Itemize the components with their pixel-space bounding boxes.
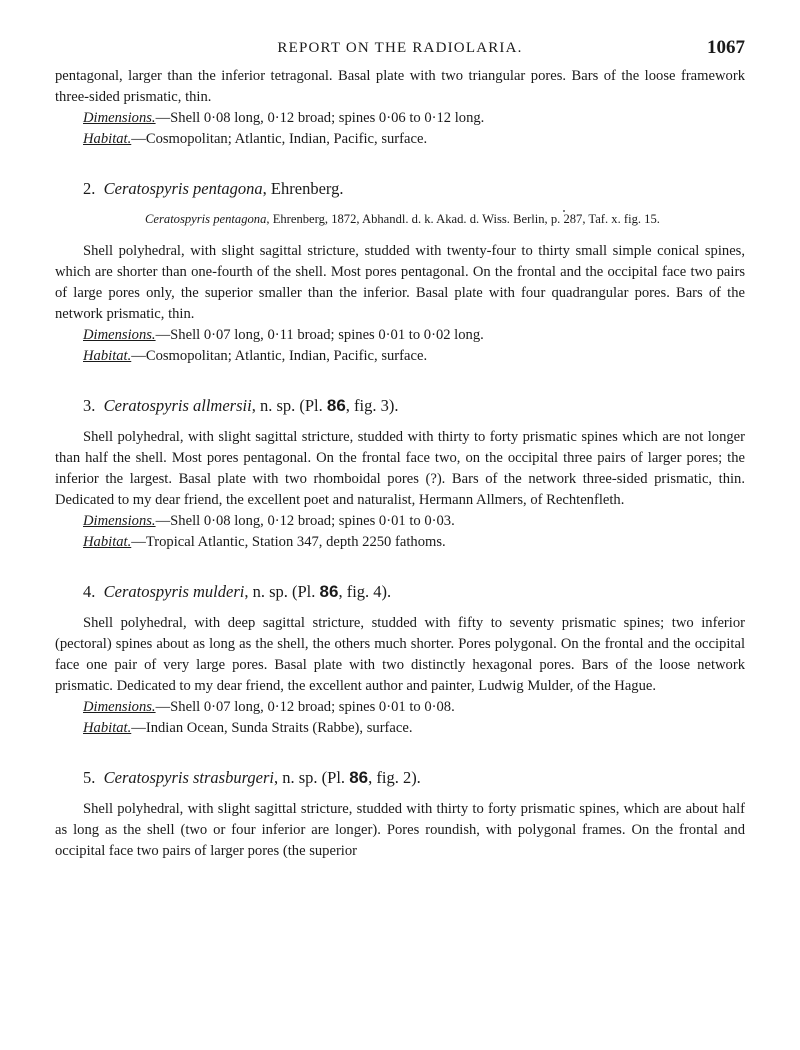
dimensions-label: Dimensions. xyxy=(83,327,156,343)
species-heading-3 xyxy=(55,395,745,417)
species-name: Ceratospyris allmersii xyxy=(103,396,252,415)
species-number: 2. xyxy=(83,179,96,198)
species-name: Ceratospyris strasburgeri xyxy=(103,768,274,787)
species-name: Ceratospyris pentagona xyxy=(103,179,263,198)
species-habitat xyxy=(55,346,745,367)
intro-paragraph: pentagonal, larger than the inferior tetragonal. Basal plate with two triangular pores. Bars of the loose framework three-sided prismatic, thin. xyxy=(55,68,745,105)
dimensions-text: —Shell 0·08 long, 0·12 broad; spines 0·06 to 0·12 long. xyxy=(155,110,485,126)
plate-number: 86 xyxy=(326,396,346,415)
citation-species-name: Ceratospyris pentagona xyxy=(145,212,267,226)
running-head xyxy=(55,37,745,66)
species-heading-2 xyxy=(55,178,745,200)
dimensions-label: Dimensions. xyxy=(83,110,156,126)
habitat-text: —Indian Ocean, Sunda Straits (Rabbe), surface. xyxy=(131,720,413,736)
species-number: 4. xyxy=(83,582,96,601)
species-habitat xyxy=(55,718,745,739)
habitat-label: Habitat. xyxy=(83,720,132,736)
species-authority: , n. sp. (Pl. xyxy=(244,582,320,601)
species-dimensions xyxy=(55,697,745,718)
dimensions-text: —Shell 0·07 long, 0·11 broad; spines 0·01 to 0·02 long. xyxy=(155,327,484,343)
figure-ref: , fig. 2). xyxy=(368,768,421,787)
dimensions-text: —Shell 0·08 long, 0·12 broad; spines 0·01 to 0·03. xyxy=(155,513,455,529)
species-name: Ceratospyris mulderi xyxy=(103,582,245,601)
species-authority: , n. sp. (Pl. xyxy=(274,768,350,787)
plate-number: 86 xyxy=(319,582,339,601)
species-citation xyxy=(145,210,745,229)
species-description: Shell polyhedral, with slight sagittal stricture, studded with thirty to forty prismatic spines, which are about half as long as the shell (two or four inferior are longer). Pores roundish, with polygonal frames. On the frontal and occipital face two pairs of larger pores (the superior xyxy=(55,801,745,859)
running-head-title: REPORT ON THE RADIOLARIA. xyxy=(277,40,523,56)
species-description: Shell polyhedral, with slight sagittal stricture, studded with thirty to forty prismatic spines which are not longer than half the shell. Most pores pentagonal. On the frontal face two, on the occipital three pairs of larger pores; the inferior the largest. Basal plate with two rhomboidal pores (?). Bars of the network three-sided prismatic, thin. Dedicated to my dear friend, the excellent poet and naturalist, Hermann Allmers, of Rechtenfleth. xyxy=(55,429,745,508)
habitat-label: Habitat. xyxy=(83,534,132,550)
dimensions-label: Dimensions. xyxy=(83,699,156,715)
species-description: Shell polyhedral, with slight sagittal stricture, studded with twenty-four to thirty small simple conical spines, which are shorter than one-fourth of the shell. Most pores pentagonal. On the frontal and the occipital face two pairs of large pores only, the superior smaller than the inferior. Basal plate with four quadrangular pores. Bars of the network prismatic, thin. xyxy=(55,243,745,322)
species-heading-5 xyxy=(55,767,745,789)
intro-habitat xyxy=(55,129,745,150)
intro-dimensions xyxy=(55,108,745,129)
plate-number: 86 xyxy=(349,768,369,787)
habitat-text: —Tropical Atlantic, Station 347, depth 2250 fathoms. xyxy=(131,534,446,550)
dimensions-text: —Shell 0·07 long, 0·12 broad; spines 0·01 to 0·08. xyxy=(155,699,455,715)
species-habitat xyxy=(55,532,745,553)
habitat-text: —Cosmopolitan; Atlantic, Indian, Pacific, surface. xyxy=(131,348,428,364)
species-number: 3. xyxy=(83,396,96,415)
page-number: 1067 xyxy=(707,37,745,58)
species-authority: , n. sp. (Pl. xyxy=(251,396,327,415)
habitat-label: Habitat. xyxy=(83,348,132,364)
habitat-text: —Cosmopolitan; Atlantic, Indian, Pacific, surface. xyxy=(131,131,428,147)
figure-ref: , fig. 4). xyxy=(338,582,392,601)
species-authority: , Ehrenberg. xyxy=(262,179,344,198)
species-heading-4 xyxy=(55,581,745,603)
citation-text: , Ehrenberg, 1872, Abhandl. d. k. Akad. d. Wiss. Berlin, p. 287, Taf. x. fig. 15. xyxy=(266,212,660,226)
species-dimensions xyxy=(55,511,745,532)
species-number: 5. xyxy=(83,768,96,787)
habitat-label: Habitat. xyxy=(83,131,132,147)
page xyxy=(55,37,745,862)
species-description: Shell polyhedral, with deep sagittal stricture, studded with fifty to seventy prismatic spines; two inferior (pectoral) spines about as long as the shell, the others much shorter. Pores polygonal. On the frontal and the occipital face one pair of very large pores. Basal plate with two distinctly hexagonal pores. Bars of the loose network prismatic. Dedicated to my dear friend, the excellent author and painter, Ludwig Mulder, of the Hague. xyxy=(55,615,745,694)
figure-ref: , fig. 3). xyxy=(345,396,399,415)
species-dimensions xyxy=(55,325,745,346)
dimensions-label: Dimensions. xyxy=(83,513,156,529)
